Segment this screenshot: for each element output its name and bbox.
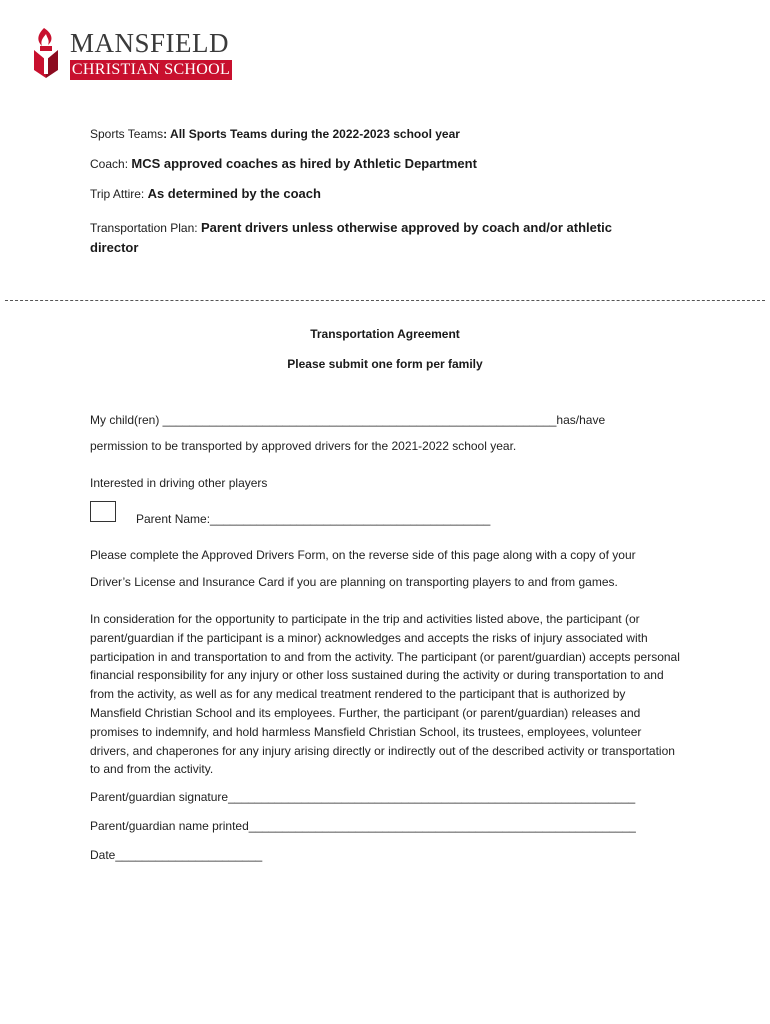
transport-label: Transportation Plan: xyxy=(90,221,201,235)
cut-line-divider xyxy=(5,300,765,301)
complete-instructions-line1: Please complete the Approved Drivers Form, on the reverse side of this page along with a copy of your xyxy=(90,548,636,562)
date-field[interactable]: Date______________________ xyxy=(90,848,263,862)
name-printed-field[interactable]: Parent/guardian name printed__________________________________________________________ xyxy=(90,819,636,833)
sports-teams-line xyxy=(90,126,460,141)
parent-name-field[interactable]: Parent Name:__________________________________________ xyxy=(136,512,491,526)
attire-line xyxy=(90,186,321,201)
sports-value: : All Sports Teams during the 2022-2023 school year xyxy=(163,127,460,141)
attire-label: Trip Attire: xyxy=(90,187,148,201)
interested-checkbox[interactable] xyxy=(90,501,116,522)
signature-field[interactable]: Parent/guardian signature_____________________________________________________________ xyxy=(90,790,636,804)
attire-value: As determined by the coach xyxy=(147,186,321,201)
logo-title: MANSFIELD xyxy=(70,28,230,58)
coach-line xyxy=(90,156,477,171)
coach-label: Coach: xyxy=(90,157,132,171)
consideration-paragraph: In consideration for the opportunity to participate in the trip and activities listed above, the participant (or parent/guardian if the participant is a minor) acknowledges and accepts the risks of injury associated with participation in and transportation to and from the activity. The participant (or parent/guardian) accepts personal financial responsibility for any injury or other loss sustained during the activity or during transportation to and from the activity, as well as for any medical treatment rendered to the participant that is authorized by Mansfield Christian School and its employees. Further, the participant (or parent/guardian) releases and promises to indemnify, and hold harmless Mansfield Christian School, its trustees, employees, volunteer drivers, and chaperones for any injury arising directly or indirectly out of the described activity or transportation to and from the activity. xyxy=(90,612,680,777)
coach-value: MCS approved coaches as hired by Athletic Department xyxy=(131,156,477,171)
torch-icon xyxy=(30,26,66,82)
agreement-title: Transportation Agreement xyxy=(310,327,460,341)
logo-subtitle: CHRISTIAN SCHOOL xyxy=(71,61,231,78)
sports-label: Sports Teams xyxy=(90,127,164,141)
interested-label: Interested in driving other players xyxy=(90,476,268,490)
school-logo xyxy=(30,26,240,82)
transport-plan-line xyxy=(90,218,650,258)
transport-value: Parent drivers unless otherwise approved by coach and/or athletic director xyxy=(90,220,613,255)
children-field[interactable]: My child(ren) ___________________________________________________________has/have xyxy=(90,413,606,427)
complete-instructions-line2: Driver’s License and Insurance Card if you are planning on transporting players to and from games. xyxy=(90,575,618,589)
agreement-subtitle: Please submit one form per family xyxy=(287,357,483,371)
permission-text: permission to be transported by approved drivers for the 2021-2022 school year. xyxy=(90,439,517,453)
